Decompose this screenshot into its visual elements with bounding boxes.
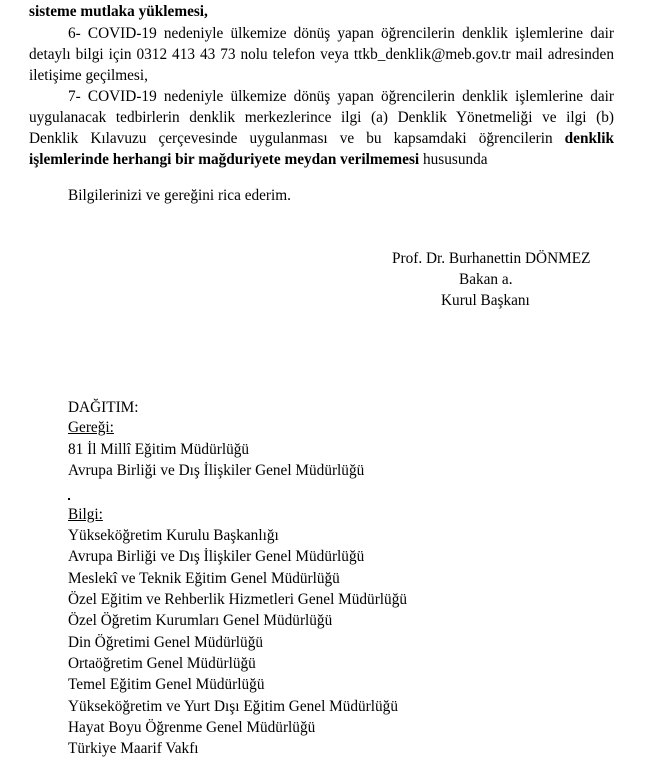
bilgi-item: Yükseköğretim ve Yurt Dışı Eğitim Genel Müdürlüğü: [68, 698, 398, 715]
bilgi-item: Meslekî ve Teknik Eğitim Genel Müdürlüğü: [68, 570, 340, 587]
item6-line2: detaylı bilgi için 0312 413 43 73 nolu telefon veya ttkb_denklik@meb.gov.tr mail adresinden: [29, 46, 614, 63]
item5-tail: sisteme mutlaka yüklemesi,: [29, 3, 208, 20]
item7-line1: 7- COVID-19 nedeniyle ülkemize dönüş yapan öğrencilerin denklik işlemlerine dair: [68, 88, 614, 105]
closing-text: Bilgilerinizi ve gereğini rica ederim.: [68, 187, 291, 204]
bilgi-item: Ortaöğretim Genel Müdürlüğü: [68, 655, 256, 672]
bilgi-item: Avrupa Birliği ve Dış İlişkiler Genel Müdürlüğü: [68, 548, 365, 565]
item7-line2: uygulanacak tedbirlerin denklik merkezlerince ilgi (a) Denklik Yönetmeliği ve ilgi (b): [29, 109, 614, 126]
bilgi-item: Yükseköğretim Kurulu Başkanlığı: [68, 527, 279, 544]
item7-line4-text: hususunda: [423, 151, 488, 168]
item7-line4-bold: işlemlerinde herhangi bir mağduriyete meydan verilmemesi: [29, 151, 420, 168]
bilgi-item: Din Öğretimi Genel Müdürlüğü: [68, 634, 264, 651]
gere-label: Gereği:: [68, 419, 114, 436]
gere-item: Avrupa Birliği ve Dış İlişkiler Genel Müdürlüğü: [68, 462, 365, 479]
item7-line3: [29, 129, 614, 149]
item6-line3: iletişime geçilmesi,: [29, 67, 148, 84]
bilgi-item: Türkiye Maarif Vakfı: [68, 740, 199, 757]
item6-line1: 6- COVID-19 nedeniyle ülkemize dönüş yapan öğrencilerin denklik işlemlerine dair: [68, 25, 614, 42]
gere-item: 81 İl Millî Eğitim Müdürlüğü: [68, 441, 250, 458]
signature-role2: Kurul Başkanı: [441, 292, 530, 309]
item7-line3-text: Denklik Kılavuzu çerçevesinde uygulanması ve bu kapsamdaki öğrencilerin: [29, 130, 553, 147]
signature-name: Prof. Dr. Burhanettin DÖNMEZ: [392, 250, 591, 267]
distribution-heading: DAĞITIM:: [68, 399, 139, 416]
item7-line3-bold: denklik: [564, 130, 614, 147]
signature-role1: Bakan a.: [459, 271, 513, 288]
stray-dot: [68, 498, 70, 500]
item7-line4: [29, 150, 488, 170]
bilgi-item: Özel Öğretim Kurumları Genel Müdürlüğü: [68, 612, 333, 629]
bilgi-item: Özel Eğitim ve Rehberlik Hizmetleri Genel Müdürlüğü: [68, 591, 407, 608]
bilgi-item: Temel Eğitim Genel Müdürlüğü: [68, 676, 265, 693]
bilgi-item: Hayat Boyu Öğrenme Genel Müdürlüğü: [68, 719, 316, 736]
bilgi-label: Bilgi:: [68, 506, 103, 523]
